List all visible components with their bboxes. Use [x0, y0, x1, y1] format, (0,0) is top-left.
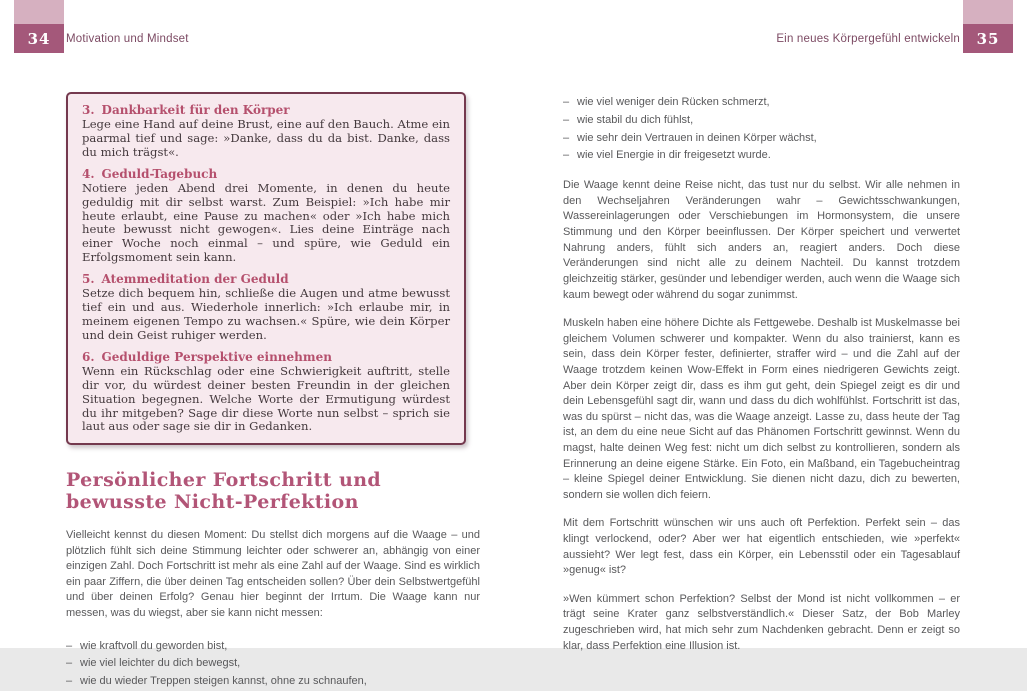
tip-number: 4.: [82, 166, 95, 181]
tip-item-4: [82, 167, 450, 265]
tip-number: 6.: [82, 349, 95, 364]
tip-title-text: Dankbarkeit für den Körper: [101, 103, 290, 117]
list-item-text: wie viel Energie in dir freigesetzt wurde.: [577, 149, 771, 162]
bullet-list-right: [563, 94, 960, 165]
dash-marker: –: [563, 113, 570, 126]
paragraph-perfection: Mit dem Fortschritt wünschen wir uns auch oft Perfektion. Perfekt sein – das klingt verlockend, oder? Aber wer hat eigentlich entschieden, wie »perfekt« aussieht? Wer legt fest, dass ein Körper, ein Lebensstil oder ein Tagesablauf »genug« ist?: [563, 517, 960, 577]
section-heading: Persönlicher Fortschritt und bewusste Nicht-Perfektion: [66, 469, 382, 514]
list-item: [563, 147, 960, 165]
running-head-right: Ein neues Körpergefühl entwickeln: [776, 33, 960, 45]
list-item: [563, 130, 960, 148]
list-item: [563, 94, 960, 112]
tip-body: Wenn ein Rückschlag oder eine Schwierigkeit auftritt, stelle dir vor, du würdest deiner besten Freundin in der gleichen Situation begegnen. Welche Worte der Ermutigung würdest du ihr mitgeben? Sage dir diese Worte nun selbst – sprich sie laut aus oder sage sie dir in Gedanken.: [82, 363, 450, 434]
tip-body: Lege eine Hand auf deine Brust, eine auf den Bauch. Atme ein paarmal tief und sage: »Danke, dass du da bist. Danke, dass du mich trägst«.: [82, 117, 450, 159]
page-corner-decoration-right: [963, 0, 1013, 53]
corner-accent-bar-right: [963, 0, 1013, 24]
tip-item-5: [82, 272, 450, 343]
list-item-text: wie sehr dein Vertrauen in deinen Körper wächst,: [577, 131, 817, 144]
tip-body: Notiere jeden Abend drei Momente, in denen du heute geduldig mit dir selbst warst. Zum Beispiel: »Ich habe mir heute erlaubt, eine Pause zu machen« oder »Ich habe mich heute bewusst nicht gewogen«. Lies deine Einträge nach einer Woche noch einmal – und spüre, wie Geduld ein Erfolgsmoment sein kann.: [82, 180, 450, 265]
dash-marker: –: [66, 657, 73, 670]
list-item-text: wie du wieder Treppen steigen kannst, ohne zu schnaufen,: [80, 675, 367, 688]
dash-marker: –: [563, 96, 570, 108]
paragraph-intro: Vielleicht kennst du diesen Moment: Du stellst dich morgens auf die Waage – und plötzlich fühlt sich deine Stimmung leichter oder schwerer an, abhängig von einer einzigen Zahl. Doch Fortschritt ist mehr als eine Zahl auf der Waage. Sind es wirklich ein paar Ziffern, die über deinen Tag entscheiden sollen? Über dein Selbstwertgefühl und über deinen Erfolg? Genau hier beginnt der Irrtum. Die Waage kann nur messen, was du wiegst, aber sie kann nicht messen:: [66, 529, 480, 620]
dash-marker: –: [563, 131, 570, 144]
corner-accent-bar-left: [14, 0, 64, 24]
exercise-tip-box: [66, 92, 466, 445]
list-item-text: wie viel weniger dein Rücken schmerzt,: [577, 96, 770, 108]
list-item-text: wie viel leichter du dich bewegst,: [80, 657, 241, 670]
list-item: [66, 655, 480, 673]
dash-marker: –: [563, 149, 570, 162]
list-item: [66, 638, 480, 656]
tip-title: [82, 167, 450, 182]
running-head-left: Motivation und Mindset: [66, 33, 189, 45]
dash-marker: –: [66, 675, 73, 688]
tip-title-text: Geduld-Tagebuch: [101, 166, 218, 181]
page-number-left: 34: [14, 24, 64, 53]
tip-title: [82, 350, 450, 365]
tip-body: Setze dich bequem hin, schließe die Augen und atme bewusst tief ein und aus. Wiederhole innerlich: »Ich erlaube mir, in meinem eigenen Tempo zu wachsen.« Spüre, wie dein Körper und dein Geist ruhiger werden.: [82, 286, 450, 342]
paragraph-muscle-density: Muskeln haben eine höhere Dichte als Fettgewebe. Deshalb ist Muskelmasse bei gleichem Volumen schwerer und kompakter. Wenn du also trainierst, kann es sein, dass dein Körper fester, definierter, straffer wird – und die Zahl auf der Waage trotzdem keinen Wow-Effekt in Form eines niedrigeren Gewichts zeigt. Aber dein Körper zeigt dir, dass es ihm gut geht, dein Spiegel zeigt es dir und dein Lebensgefühl sagt dir, wann und dass du dich wohlfühlst. Fortschritt ist das, was du spürst – nicht das, was die Waage anzeigt. Lasse zu, dass heute der Tag ist, an dem du eine neue Sicht auf das Phänomen Fortschritt gewinnst. Wenn du magst, halte deinen Weg fest: nicht um dich selbst zu kontrollieren, sondern als Erinnerung an deine eigene Stärke. Ein Foto, ein Maßband, ein Tagebucheintrag – kleine Spiegel deiner Entwicklung. Sie dienen nicht dazu, dich zu bewerten, sondern sie wollen dich feiern.: [563, 317, 960, 501]
page-corner-decoration-left: [14, 0, 64, 53]
bullet-list-left: [66, 638, 480, 691]
page-right-content: [563, 94, 960, 654]
tip-item-6: [82, 350, 450, 435]
tip-title: [82, 272, 450, 287]
list-item-text: wie stabil du dich fühlst,: [577, 113, 694, 126]
tip-number: 5.: [82, 272, 95, 287]
paragraph-scale-journey: Die Waage kennt deine Reise nicht, das tust nur du selbst. Wir alle nehmen in den Wechseljahren Veränderungen wahr – Gewichtsschwankungen, Wassereinlagerungen oder Verschiebungen im Hormonsystem, die unsere Stimmung und den Körper beeinflussen. Der Körper speichert und verwertet Nahrung anders, fühlt sich anders an, reagiert anders. Doch diese Veränderungen sind nicht alle zu deinem Nachteil. Du kannst trotzdem gleichzeitig stärker, gesünder und lebendiger werden, auch wenn die Waage sich kaum bewegt oder während du sogar zunimmst.: [563, 179, 960, 301]
page-number-right: 35: [963, 24, 1013, 53]
tip-title-text: Atemmeditation der Geduld: [101, 272, 289, 287]
page-left-content: [66, 92, 480, 691]
list-item: [563, 112, 960, 130]
tip-title-text: Geduldige Perspektive einnehmen: [101, 349, 332, 364]
tip-title: [82, 103, 450, 118]
tip-item-3: [82, 103, 450, 160]
tip-number: 3.: [82, 103, 95, 117]
dash-marker: –: [66, 639, 73, 652]
paragraph-moon-quote: »Wen kümmert schon Perfektion? Selbst der Mond ist nicht vollkommen – er trägt seine Krater ganz selbstverständlich.« Dieser Satz, der Bob Marley zugeschrieben wird, hat mich sehr zum Nachdenken gebracht. Denn er zeigt so klar, dass Perfektion eine Illusion ist.: [563, 592, 960, 652]
list-item-text: wie kraftvoll du geworden bist,: [80, 639, 228, 652]
list-item: [66, 673, 480, 691]
